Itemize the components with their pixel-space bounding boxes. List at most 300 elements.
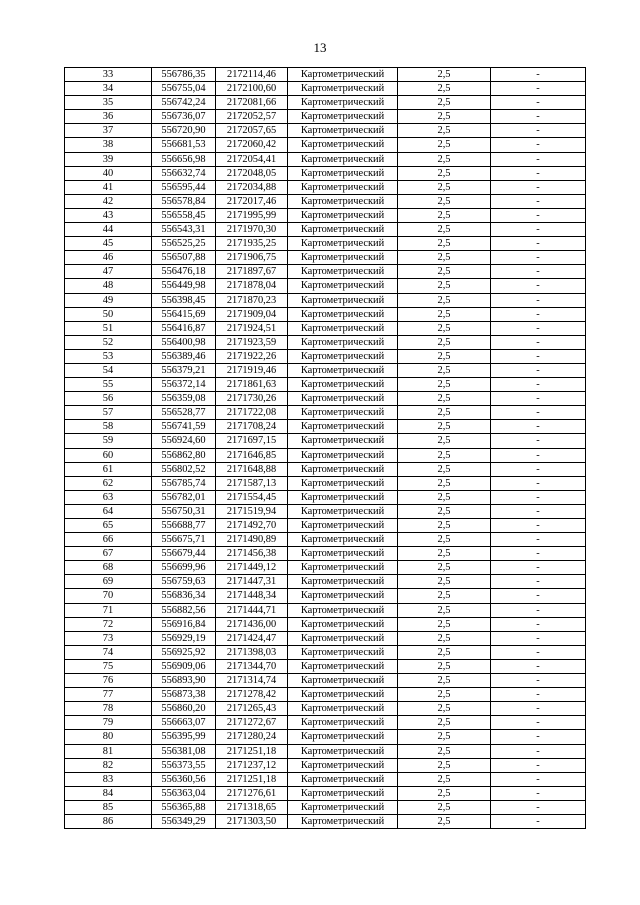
accuracy-cell: 2,5 [398, 645, 491, 659]
description-cell: - [491, 674, 586, 688]
table-row [65, 363, 586, 377]
point-number-cell: 54 [65, 363, 152, 377]
point-number-cell: 38 [65, 138, 152, 152]
method-cell: Картометрический [288, 589, 398, 603]
table-row [65, 293, 586, 307]
point-number-cell: 57 [65, 406, 152, 420]
accuracy-cell: 2,5 [398, 279, 491, 293]
table-row [65, 645, 586, 659]
accuracy-cell: 2,5 [398, 406, 491, 420]
method-cell: Картометрический [288, 349, 398, 363]
description-cell: - [491, 265, 586, 279]
x-coordinate-cell: 556836,34 [152, 589, 216, 603]
y-coordinate-cell: 2171436,00 [216, 617, 288, 631]
y-coordinate-cell: 2172048,05 [216, 166, 288, 180]
y-coordinate-cell: 2171587,13 [216, 476, 288, 490]
page-number: 13 [313, 40, 327, 55]
method-cell: Картометрический [288, 476, 398, 490]
x-coordinate-cell: 556736,07 [152, 110, 216, 124]
y-coordinate-cell: 2172060,42 [216, 138, 288, 152]
x-coordinate-cell: 556476,18 [152, 265, 216, 279]
accuracy-cell: 2,5 [398, 800, 491, 814]
y-coordinate-cell: 2171923,59 [216, 335, 288, 349]
point-number-cell: 78 [65, 702, 152, 716]
point-number-cell: 42 [65, 194, 152, 208]
y-coordinate-cell: 2172052,57 [216, 110, 288, 124]
y-coordinate-cell: 2171730,26 [216, 392, 288, 406]
description-cell: - [491, 166, 586, 180]
point-number-cell: 33 [65, 68, 152, 82]
table-row [65, 603, 586, 617]
table-row [65, 448, 586, 462]
description-cell: - [491, 533, 586, 547]
table-row [65, 476, 586, 490]
description-cell: - [491, 462, 586, 476]
table-row [65, 237, 586, 251]
description-cell: - [491, 96, 586, 110]
description-cell: - [491, 152, 586, 166]
table-row [65, 321, 586, 335]
x-coordinate-cell: 556882,56 [152, 603, 216, 617]
point-number-cell: 83 [65, 772, 152, 786]
y-coordinate-cell: 2171492,70 [216, 519, 288, 533]
y-coordinate-cell: 2171648,88 [216, 462, 288, 476]
x-coordinate-cell: 556365,88 [152, 800, 216, 814]
y-coordinate-cell: 2171519,94 [216, 504, 288, 518]
method-cell: Картометрический [288, 603, 398, 617]
x-coordinate-cell: 556400,98 [152, 335, 216, 349]
accuracy-cell: 2,5 [398, 138, 491, 152]
point-number-cell: 86 [65, 814, 152, 828]
x-coordinate-cell: 556909,06 [152, 659, 216, 673]
coordinates-table-container [64, 67, 585, 829]
y-coordinate-cell: 2172034,88 [216, 180, 288, 194]
method-cell: Картометрический [288, 152, 398, 166]
method-cell: Картометрический [288, 786, 398, 800]
method-cell: Картометрический [288, 547, 398, 561]
method-cell: Картометрический [288, 82, 398, 96]
description-cell: - [491, 504, 586, 518]
table-row [65, 434, 586, 448]
accuracy-cell: 2,5 [398, 152, 491, 166]
accuracy-cell: 2,5 [398, 716, 491, 730]
description-cell: - [491, 476, 586, 490]
method-cell: Картометрический [288, 68, 398, 82]
method-cell: Картометрический [288, 814, 398, 828]
accuracy-cell: 2,5 [398, 251, 491, 265]
table-row [65, 68, 586, 82]
point-number-cell: 43 [65, 208, 152, 222]
description-cell: - [491, 758, 586, 772]
x-coordinate-cell: 556675,71 [152, 533, 216, 547]
x-coordinate-cell: 556741,59 [152, 420, 216, 434]
accuracy-cell: 2,5 [398, 519, 491, 533]
x-coordinate-cell: 556373,55 [152, 758, 216, 772]
x-coordinate-cell: 556525,25 [152, 237, 216, 251]
table-row [65, 166, 586, 180]
y-coordinate-cell: 2172081,66 [216, 96, 288, 110]
accuracy-cell: 2,5 [398, 730, 491, 744]
point-number-cell: 34 [65, 82, 152, 96]
accuracy-cell: 2,5 [398, 335, 491, 349]
x-coordinate-cell: 556679,44 [152, 547, 216, 561]
description-cell: - [491, 716, 586, 730]
description-cell: - [491, 251, 586, 265]
x-coordinate-cell: 556363,04 [152, 786, 216, 800]
table-row [65, 758, 586, 772]
description-cell: - [491, 68, 586, 82]
table-row [65, 265, 586, 279]
table-row [65, 814, 586, 828]
description-cell: - [491, 631, 586, 645]
table-body [65, 68, 586, 829]
accuracy-cell: 2,5 [398, 392, 491, 406]
point-number-cell: 37 [65, 124, 152, 138]
method-cell: Картометрический [288, 335, 398, 349]
method-cell: Картометрический [288, 265, 398, 279]
table-row [65, 406, 586, 420]
method-cell: Картометрический [288, 800, 398, 814]
x-coordinate-cell: 556924,60 [152, 434, 216, 448]
x-coordinate-cell: 556360,56 [152, 772, 216, 786]
point-number-cell: 50 [65, 307, 152, 321]
x-coordinate-cell: 556742,24 [152, 96, 216, 110]
accuracy-cell: 2,5 [398, 772, 491, 786]
table-row [65, 589, 586, 603]
accuracy-cell: 2,5 [398, 617, 491, 631]
point-number-cell: 80 [65, 730, 152, 744]
point-number-cell: 77 [65, 688, 152, 702]
accuracy-cell: 2,5 [398, 504, 491, 518]
point-number-cell: 82 [65, 758, 152, 772]
x-coordinate-cell: 556699,96 [152, 561, 216, 575]
method-cell: Картометрический [288, 519, 398, 533]
description-cell: - [491, 589, 586, 603]
x-coordinate-cell: 556416,87 [152, 321, 216, 335]
x-coordinate-cell: 556595,44 [152, 180, 216, 194]
x-coordinate-cell: 556632,74 [152, 166, 216, 180]
point-number-cell: 55 [65, 378, 152, 392]
x-coordinate-cell: 556578,84 [152, 194, 216, 208]
description-cell: - [491, 561, 586, 575]
method-cell: Картометрический [288, 772, 398, 786]
description-cell: - [491, 378, 586, 392]
table-row [65, 251, 586, 265]
description-cell: - [491, 208, 586, 222]
y-coordinate-cell: 2171897,67 [216, 265, 288, 279]
table-row [65, 617, 586, 631]
y-coordinate-cell: 2172114,46 [216, 68, 288, 82]
x-coordinate-cell: 556860,20 [152, 702, 216, 716]
table-row [65, 208, 586, 222]
description-cell: - [491, 786, 586, 800]
method-cell: Картометрический [288, 293, 398, 307]
table-row [65, 349, 586, 363]
point-number-cell: 66 [65, 533, 152, 547]
y-coordinate-cell: 2171909,04 [216, 307, 288, 321]
point-number-cell: 76 [65, 674, 152, 688]
table-row [65, 688, 586, 702]
point-number-cell: 72 [65, 617, 152, 631]
y-coordinate-cell: 2171919,46 [216, 363, 288, 377]
x-coordinate-cell: 556449,98 [152, 279, 216, 293]
x-coordinate-cell: 556688,77 [152, 519, 216, 533]
method-cell: Картометрический [288, 716, 398, 730]
accuracy-cell: 2,5 [398, 321, 491, 335]
y-coordinate-cell: 2171280,24 [216, 730, 288, 744]
accuracy-cell: 2,5 [398, 589, 491, 603]
y-coordinate-cell: 2171924,51 [216, 321, 288, 335]
description-cell: - [491, 603, 586, 617]
table-row [65, 378, 586, 392]
description-cell: - [491, 519, 586, 533]
method-cell: Картометрический [288, 110, 398, 124]
method-cell: Картометрический [288, 208, 398, 222]
y-coordinate-cell: 2171906,75 [216, 251, 288, 265]
method-cell: Картометрический [288, 617, 398, 631]
accuracy-cell: 2,5 [398, 349, 491, 363]
accuracy-cell: 2,5 [398, 659, 491, 673]
x-coordinate-cell: 556786,35 [152, 68, 216, 82]
x-coordinate-cell: 556381,08 [152, 744, 216, 758]
accuracy-cell: 2,5 [398, 547, 491, 561]
table-row [65, 307, 586, 321]
description-cell: - [491, 814, 586, 828]
table-row [65, 519, 586, 533]
method-cell: Картометрический [288, 124, 398, 138]
y-coordinate-cell: 2171444,71 [216, 603, 288, 617]
point-number-cell: 45 [65, 237, 152, 251]
table-row [65, 575, 586, 589]
point-number-cell: 74 [65, 645, 152, 659]
table-row [65, 138, 586, 152]
method-cell: Картометрический [288, 321, 398, 335]
table-row [65, 744, 586, 758]
accuracy-cell: 2,5 [398, 476, 491, 490]
y-coordinate-cell: 2171870,23 [216, 293, 288, 307]
point-number-cell: 71 [65, 603, 152, 617]
table-row [65, 180, 586, 194]
table-row [65, 730, 586, 744]
table-row [65, 786, 586, 800]
description-cell: - [491, 772, 586, 786]
x-coordinate-cell: 556507,88 [152, 251, 216, 265]
x-coordinate-cell: 556755,04 [152, 82, 216, 96]
point-number-cell: 63 [65, 490, 152, 504]
x-coordinate-cell: 556389,46 [152, 349, 216, 363]
method-cell: Картометрический [288, 631, 398, 645]
point-number-cell: 58 [65, 420, 152, 434]
point-number-cell: 62 [65, 476, 152, 490]
accuracy-cell: 2,5 [398, 603, 491, 617]
accuracy-cell: 2,5 [398, 575, 491, 589]
accuracy-cell: 2,5 [398, 96, 491, 110]
x-coordinate-cell: 556359,08 [152, 392, 216, 406]
description-cell: - [491, 730, 586, 744]
x-coordinate-cell: 556681,53 [152, 138, 216, 152]
y-coordinate-cell: 2171708,24 [216, 420, 288, 434]
coordinates-table [64, 67, 586, 829]
accuracy-cell: 2,5 [398, 561, 491, 575]
y-coordinate-cell: 2171490,89 [216, 533, 288, 547]
x-coordinate-cell: 556873,38 [152, 688, 216, 702]
accuracy-cell: 2,5 [398, 363, 491, 377]
x-coordinate-cell: 556750,31 [152, 504, 216, 518]
description-cell: - [491, 659, 586, 673]
accuracy-cell: 2,5 [398, 166, 491, 180]
y-coordinate-cell: 2171251,18 [216, 744, 288, 758]
point-number-cell: 73 [65, 631, 152, 645]
accuracy-cell: 2,5 [398, 110, 491, 124]
accuracy-cell: 2,5 [398, 674, 491, 688]
description-cell: - [491, 307, 586, 321]
point-number-cell: 84 [65, 786, 152, 800]
y-coordinate-cell: 2172100,60 [216, 82, 288, 96]
method-cell: Картометрический [288, 674, 398, 688]
table-row [65, 716, 586, 730]
description-cell: - [491, 194, 586, 208]
x-coordinate-cell: 556802,52 [152, 462, 216, 476]
y-coordinate-cell: 2171447,31 [216, 575, 288, 589]
description-cell: - [491, 237, 586, 251]
y-coordinate-cell: 2171970,30 [216, 223, 288, 237]
description-cell: - [491, 702, 586, 716]
method-cell: Картометрический [288, 688, 398, 702]
point-number-cell: 40 [65, 166, 152, 180]
x-coordinate-cell: 556785,74 [152, 476, 216, 490]
y-coordinate-cell: 2171265,43 [216, 702, 288, 716]
point-number-cell: 65 [65, 519, 152, 533]
accuracy-cell: 2,5 [398, 434, 491, 448]
description-cell: - [491, 363, 586, 377]
point-number-cell: 59 [65, 434, 152, 448]
table-row [65, 504, 586, 518]
method-cell: Картометрический [288, 561, 398, 575]
accuracy-cell: 2,5 [398, 82, 491, 96]
description-cell: - [491, 82, 586, 96]
accuracy-cell: 2,5 [398, 378, 491, 392]
description-cell: - [491, 688, 586, 702]
method-cell: Картометрический [288, 279, 398, 293]
description-cell: - [491, 420, 586, 434]
y-coordinate-cell: 2171237,12 [216, 758, 288, 772]
x-coordinate-cell: 556558,45 [152, 208, 216, 222]
accuracy-cell: 2,5 [398, 758, 491, 772]
y-coordinate-cell: 2171314,74 [216, 674, 288, 688]
accuracy-cell: 2,5 [398, 307, 491, 321]
method-cell: Картометрический [288, 406, 398, 420]
accuracy-cell: 2,5 [398, 688, 491, 702]
table-row [65, 631, 586, 645]
point-number-cell: 52 [65, 335, 152, 349]
method-cell: Картометрический [288, 645, 398, 659]
description-cell: - [491, 800, 586, 814]
method-cell: Картометрический [288, 659, 398, 673]
description-cell: - [491, 110, 586, 124]
table-row [65, 490, 586, 504]
description-cell: - [491, 124, 586, 138]
method-cell: Картометрический [288, 730, 398, 744]
method-cell: Картометрический [288, 166, 398, 180]
x-coordinate-cell: 556543,31 [152, 223, 216, 237]
y-coordinate-cell: 2171278,42 [216, 688, 288, 702]
y-coordinate-cell: 2171251,18 [216, 772, 288, 786]
x-coordinate-cell: 556720,90 [152, 124, 216, 138]
accuracy-cell: 2,5 [398, 180, 491, 194]
x-coordinate-cell: 556415,69 [152, 307, 216, 321]
table-row [65, 194, 586, 208]
accuracy-cell: 2,5 [398, 533, 491, 547]
point-number-cell: 64 [65, 504, 152, 518]
method-cell: Картометрический [288, 758, 398, 772]
y-coordinate-cell: 2171922,26 [216, 349, 288, 363]
method-cell: Картометрический [288, 702, 398, 716]
table-row [65, 279, 586, 293]
y-coordinate-cell: 2172017,46 [216, 194, 288, 208]
point-number-cell: 48 [65, 279, 152, 293]
y-coordinate-cell: 2171303,50 [216, 814, 288, 828]
description-cell: - [491, 490, 586, 504]
accuracy-cell: 2,5 [398, 631, 491, 645]
y-coordinate-cell: 2171448,34 [216, 589, 288, 603]
point-number-cell: 69 [65, 575, 152, 589]
method-cell: Картометрический [288, 533, 398, 547]
point-number-cell: 85 [65, 800, 152, 814]
method-cell: Картометрический [288, 504, 398, 518]
x-coordinate-cell: 556916,84 [152, 617, 216, 631]
description-cell: - [491, 744, 586, 758]
accuracy-cell: 2,5 [398, 702, 491, 716]
table-row [65, 702, 586, 716]
accuracy-cell: 2,5 [398, 265, 491, 279]
description-cell: - [491, 617, 586, 631]
x-coordinate-cell: 556929,19 [152, 631, 216, 645]
y-coordinate-cell: 2171272,67 [216, 716, 288, 730]
accuracy-cell: 2,5 [398, 490, 491, 504]
table-row [65, 335, 586, 349]
point-number-cell: 61 [65, 462, 152, 476]
method-cell: Картометрический [288, 307, 398, 321]
method-cell: Картометрический [288, 575, 398, 589]
accuracy-cell: 2,5 [398, 448, 491, 462]
y-coordinate-cell: 2171878,04 [216, 279, 288, 293]
table-row [65, 462, 586, 476]
method-cell: Картометрический [288, 194, 398, 208]
description-cell: - [491, 223, 586, 237]
method-cell: Картометрический [288, 237, 398, 251]
accuracy-cell: 2,5 [398, 420, 491, 434]
point-number-cell: 46 [65, 251, 152, 265]
x-coordinate-cell: 556893,90 [152, 674, 216, 688]
point-number-cell: 75 [65, 659, 152, 673]
y-coordinate-cell: 2171646,85 [216, 448, 288, 462]
x-coordinate-cell: 556528,77 [152, 406, 216, 420]
y-coordinate-cell: 2171449,12 [216, 561, 288, 575]
x-coordinate-cell: 556349,29 [152, 814, 216, 828]
table-row [65, 96, 586, 110]
method-cell: Картометрический [288, 96, 398, 110]
description-cell: - [491, 575, 586, 589]
method-cell: Картометрический [288, 251, 398, 265]
description-cell: - [491, 448, 586, 462]
table-row [65, 82, 586, 96]
point-number-cell: 41 [65, 180, 152, 194]
table-row [65, 547, 586, 561]
point-number-cell: 35 [65, 96, 152, 110]
method-cell: Картометрический [288, 448, 398, 462]
table-row [65, 533, 586, 547]
y-coordinate-cell: 2171935,25 [216, 237, 288, 251]
